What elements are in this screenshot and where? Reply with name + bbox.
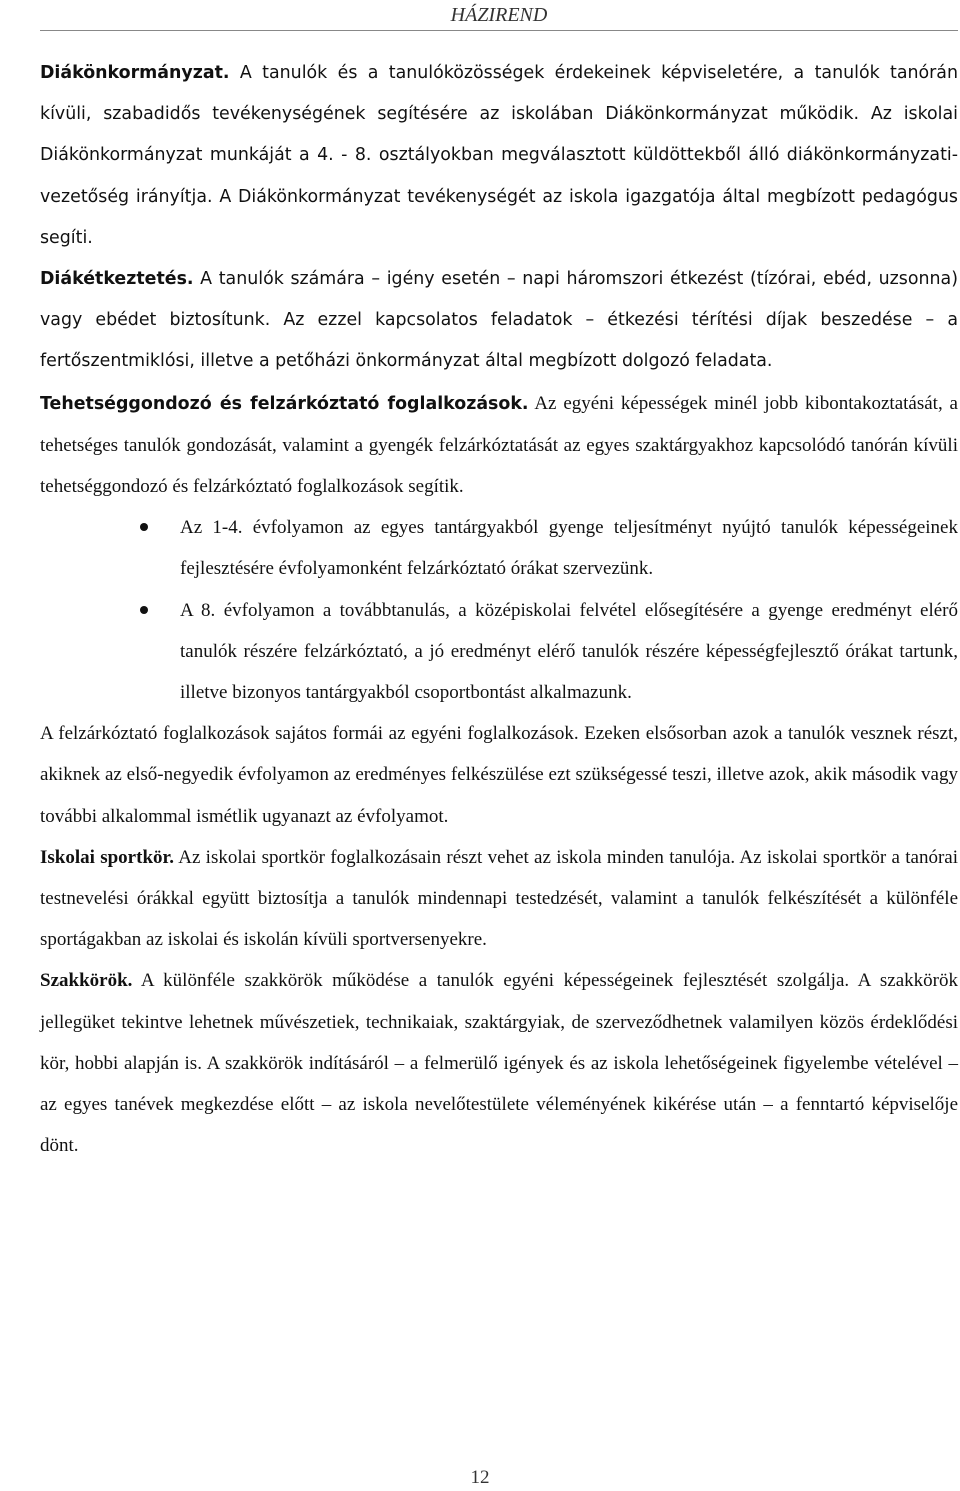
paragraph-lead: Iskolai sportkör. [40,846,174,868]
paragraph-sportkor [40,837,958,961]
paragraph-text: Az egyéni képességek minél jobb kibontakoztatását, a tehetséges tanulók gondozását, valamint a gyengék felzárkóztatását az egyes szaktárgyakhoz kapcsolódó tanórán kívüli tehetséggondozó és felzárkóztató foglalkozások segítik. [40,392,958,498]
page-number: 12 [470,1467,490,1488]
paragraph-szakkorok [40,960,958,1166]
page-header: HÁZIREND [40,0,958,31]
paragraph-text: A különféle szakkörök működése a tanulók egyéni képességeinek fejlesztését szolgálja. A szakkörök jellegüket tekintve lehetnek művészetiek, technikaiak, szaktárgyiak, de szerveződhetnek valamilyen közös érdeklődési kör, hobbi alapján is. A szakkörök indításáról – a felmerülő igények és az iskola lehetőségeinek figyelembe vételével – az egyes tanévek megkezdése előtt – az iskola nevelőtestülete véleményének kikérése után – a fenntartó képviselője dönt. [40,970,958,1157]
bullet-icon [140,606,148,614]
paragraph-lead: Diákönkormányzat. [40,63,230,83]
paragraph-diaketkeztetes [40,259,958,383]
paragraph-lead: Tehetséggondozó és felzárkóztató foglalkozások. [40,393,529,414]
paragraph-lead: Szakkörök. [40,970,133,992]
paragraph-felzarkoztato [40,713,958,837]
paragraph-diakonkormanyzat [40,53,958,259]
paragraph-text: A tanulók számára – igény esetén – napi háromszori étkezést (tízórai, ebéd, uzsonna) vagy ebédet biztosítunk. Az ezzel kapcsolatos feladatok – étkezési térítési díjak beszedése – a fertőszentmiklósi, illetve a petőházi önkormányzat által megbízott dolgozó feladata. [40,269,958,372]
paragraph-tehetseggondozo [40,383,958,508]
paragraph-lead: Diákétkeztetés. [40,269,194,290]
paragraph-text: Az iskolai sportkör foglalkozásain részt vehet az iskola minden tanulója. Az iskolai sportkör a tanórai testnevelési órákkal együtt biztosítja a tanulók mindennapi testedzését, valamint a tanulók felkészítését a különféle sportágakban az iskolai és iskolán kívüli sportversenyekre. [40,846,958,951]
document-page [40,0,958,1166]
paragraph-text: A tanulók és a tanulóközösségek érdekeinek képviseletére, a tanulók tanórán kívüli, szabadidős tevékenységének segítésére az iskolában Diákönkormányzat működik. Az iskolai Diákönkormányzat munkáját a 4. - 8. osztályokban megválasztott küldöttekből álló diákönkormányzati-vezetőség irányítja. A Diákönkormányzat tevékenységét az iskola igazgatója által megbízott pedagógus segíti. [40,63,958,248]
list-item-text: Az 1-4. évfolyamon az egyes tantárgyakból gyenge teljesítményt nyújtó tanulók képességeinek fejlesztésére évfolyamonként felzárkóztató órákat szervezünk. [180,517,958,580]
bullet-list [40,507,958,713]
list-item-text: A 8. évfolyamon a továbbtanulás, a középiskolai felvétel elősegítésére a gyenge eredményt elérő tanulók részére felzárkóztató, a jó eredményt elérő tanulók részére képességfejlesztő órákat tartunk, illetve bizonyos tantárgyakból csoportbontást alkalmazunk. [180,599,958,704]
paragraph-text: A felzárkóztató foglalkozások sajátos formái az egyéni foglalkozások. Ezeken elsősorban azok a tanulók vesznek részt, akiknek az első-negyedik évfolyamon az eredményes felkészülése ezt szükségessé teszi, illetve azok, akik második vagy további alkalommal ismétlik ugyanazt az évfolyamot. [40,723,958,827]
list-item [40,590,958,714]
bullet-icon [140,523,148,531]
list-item [40,507,958,589]
